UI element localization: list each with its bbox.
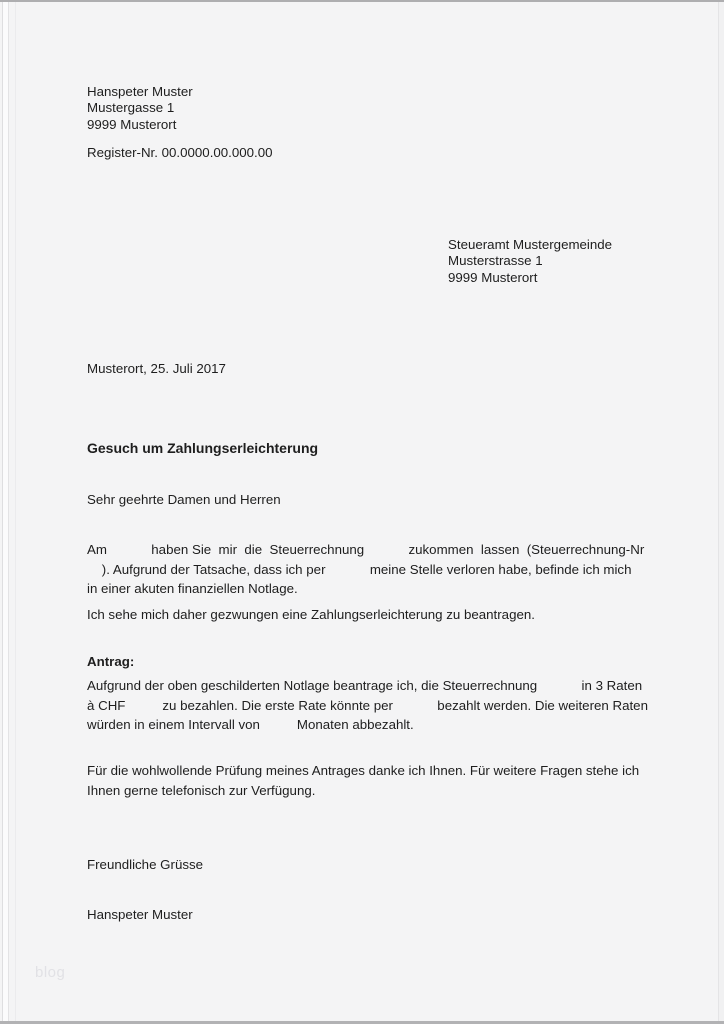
paragraph-3-line-3: würden in einem Intervall von Monaten abbezahlt. (87, 717, 414, 733)
paragraph-4-line-1: Für die wohlwollende Prüfung meines Antrages danke ich Ihnen. Für weitere Fragen stehe ich (87, 763, 640, 778)
page-left-scan-strip (2, 2, 9, 1021)
paragraph-1 (87, 540, 644, 599)
page-right-faint-line (718, 2, 719, 1021)
paragraph-1-line-1: Am haben Sie mir die Steuerrechnung zukommen lassen (Steuerrechnung-Nr (87, 542, 645, 557)
paragraph-1-line-3: in einer akuten finanziellen Notlage. (87, 581, 298, 597)
recipient-street: Musterstrasse 1 (448, 253, 543, 269)
page-top-border (0, 0, 724, 2)
paragraph-4-line-2: Ihnen gerne telefonisch zur Verfügung. (87, 782, 316, 798)
paragraph-2: Ich sehe mich daher gezwungen eine Zahlungserleichterung zu beantragen. (87, 607, 535, 622)
antrag-heading: Antrag: (87, 654, 135, 669)
salutation-line: Sehr geehrte Damen und Herren (87, 492, 281, 507)
paragraph-3-line-2: à CHF zu bezahlen. Die erste Rate könnte per bezahlt werden. Die weiteren Raten (87, 697, 648, 713)
recipient-name: Steueramt Mustergemeinde (448, 237, 613, 252)
paragraph-3 (87, 676, 648, 735)
register-number-line: Register-Nr. 00.0000.00.000.00 (87, 145, 273, 160)
sender-name: Hanspeter Muster (87, 84, 193, 99)
page-left-faint-line (15, 2, 16, 1021)
date-line: Musterort, 25. Juli 2017 (87, 361, 226, 376)
subject-line: Gesuch um Zahlungserleichterung (87, 440, 319, 456)
signature-name: Hanspeter Muster (87, 907, 193, 922)
sender-address-block (87, 84, 193, 133)
sender-street: Mustergasse 1 (87, 100, 175, 116)
watermark-text: blog (35, 964, 66, 981)
paragraph-1-line-2: ). Aufgrund der Tatsache, dass ich per meine Stelle verloren habe, befinde ich mich (87, 561, 632, 577)
paragraph-4 (87, 761, 639, 800)
page-right-margin-strip (719, 2, 724, 1021)
closing-greeting: Freundliche Grüsse (87, 857, 204, 872)
recipient-city: 9999 Musterort (448, 269, 538, 285)
paragraph-3-line-1: Aufgrund der oben geschilderten Notlage beantrage ich, die Steuerrechnung in 3 Raten (87, 678, 643, 693)
sender-city: 9999 Musterort (87, 116, 177, 132)
recipient-address-block (448, 237, 612, 286)
